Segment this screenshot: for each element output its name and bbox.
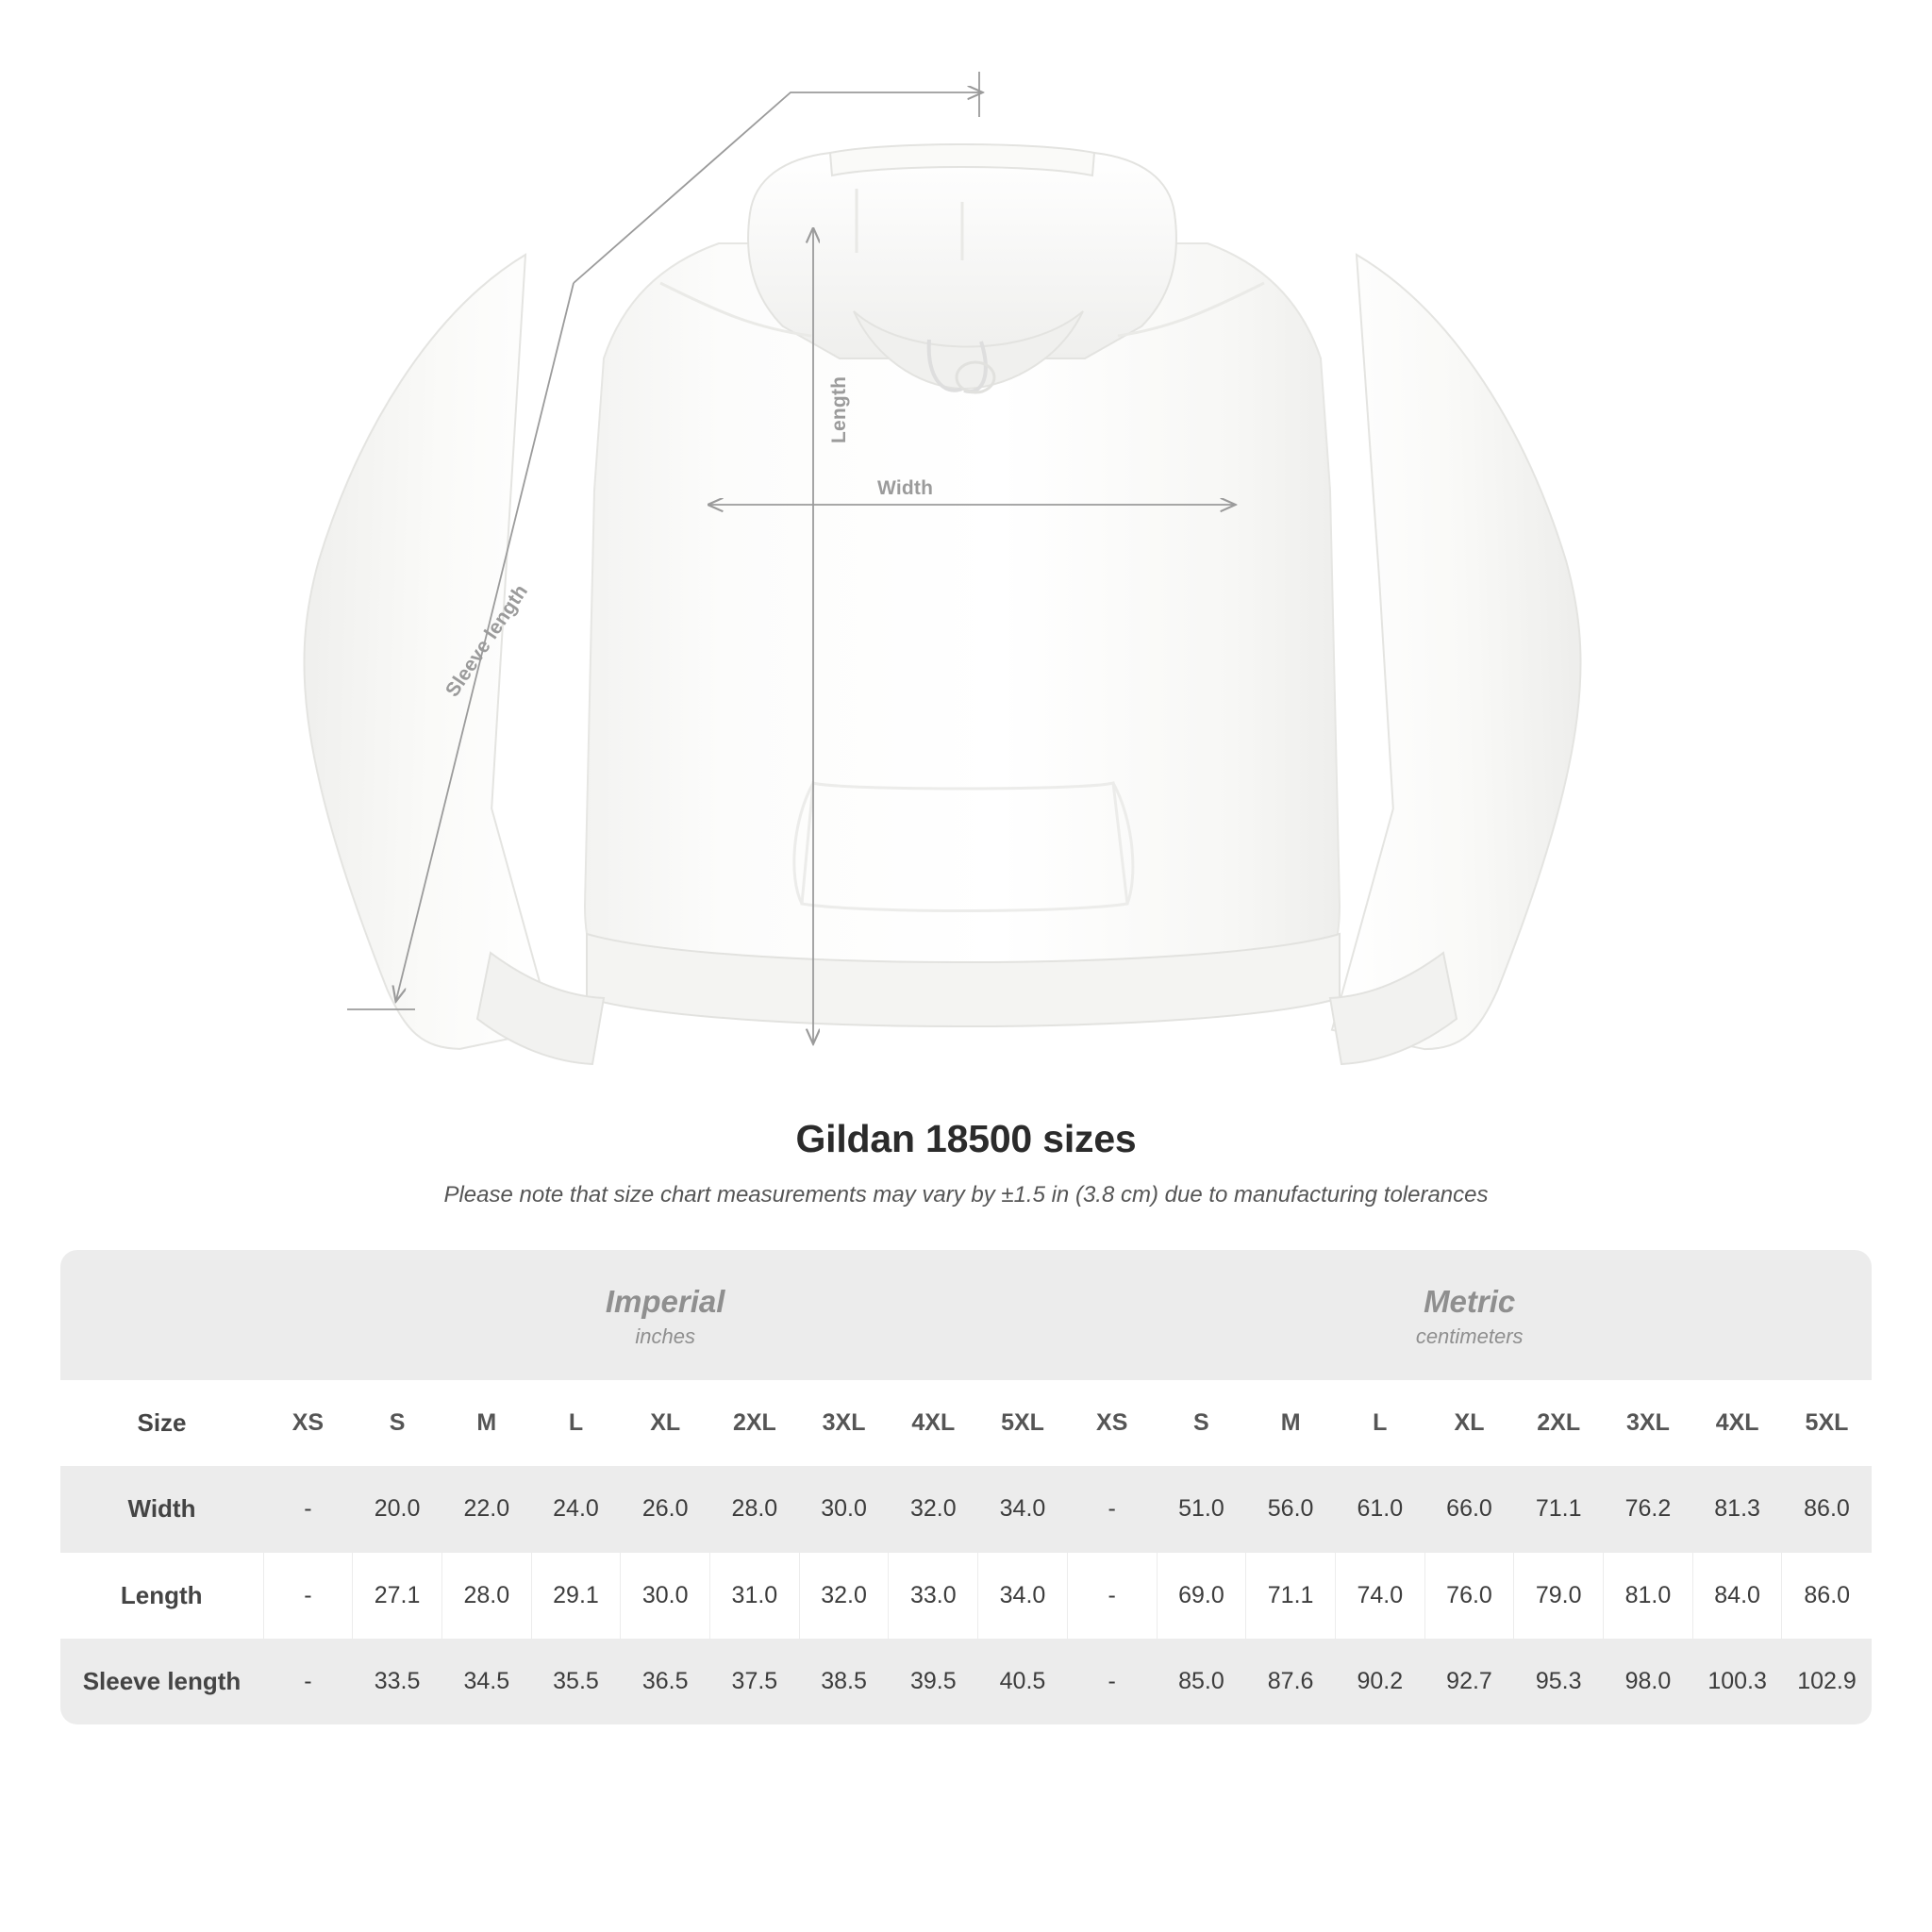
size-header-row [60, 1380, 1872, 1466]
unit-header-spacer [60, 1250, 263, 1380]
table-row [60, 1553, 1872, 1640]
unit-header-imperial [263, 1250, 1067, 1380]
cell-sleeve-imperial-2xl: 37.5 [710, 1639, 800, 1724]
cell-width-imperial-s: 20.0 [353, 1466, 442, 1553]
size-header-imperial-xs: XS [263, 1380, 353, 1466]
cell-length-imperial-l: 29.1 [531, 1553, 621, 1640]
size-header-imperial-5xl: 5XL [978, 1380, 1068, 1466]
cell-width-metric-4xl: 81.3 [1692, 1466, 1782, 1553]
cell-width-metric-2xl: 71.1 [1514, 1466, 1604, 1553]
size-header-imperial-l: L [531, 1380, 621, 1466]
size-table-container [60, 1250, 1872, 1724]
cell-sleeve-metric-xl: 92.7 [1424, 1639, 1514, 1724]
cell-width-metric-xl: 66.0 [1424, 1466, 1514, 1553]
cell-length-metric-xl: 76.0 [1424, 1553, 1514, 1640]
cell-length-metric-4xl: 84.0 [1692, 1553, 1782, 1640]
cell-length-imperial-xs: - [263, 1553, 353, 1640]
table-row [60, 1466, 1872, 1553]
cell-width-imperial-xl: 26.0 [621, 1466, 710, 1553]
size-header-label: Size [60, 1380, 263, 1466]
cell-length-imperial-s: 27.1 [353, 1553, 442, 1640]
cell-sleeve-imperial-xl: 36.5 [621, 1639, 710, 1724]
cell-sleeve-imperial-3xl: 38.5 [799, 1639, 889, 1724]
cell-sleeve-imperial-4xl: 39.5 [889, 1639, 978, 1724]
size-header-imperial-s: S [353, 1380, 442, 1466]
cell-sleeve-imperial-5xl: 40.5 [978, 1639, 1068, 1724]
cell-length-metric-l: 74.0 [1335, 1553, 1424, 1640]
unit-name-metric: Metric [1424, 1284, 1516, 1319]
cell-length-imperial-4xl: 33.0 [889, 1553, 978, 1640]
size-header-metric-xl: XL [1424, 1380, 1514, 1466]
cell-length-imperial-xl: 30.0 [621, 1553, 710, 1640]
cell-sleeve-imperial-l: 35.5 [531, 1639, 621, 1724]
size-header-metric-2xl: 2XL [1514, 1380, 1604, 1466]
size-header-metric-4xl: 4XL [1692, 1380, 1782, 1466]
tolerance-note: Please note that size chart measurements may vary by ±1.5 in (3.8 cm) due to manufacturing tolerances [443, 1182, 1489, 1208]
unit-sub-metric: centimeters [1415, 1324, 1524, 1349]
sleeve-length-dimension-label: Sleeve length [441, 580, 533, 701]
cell-width-metric-5xl: 86.0 [1782, 1466, 1872, 1553]
size-header-imperial-3xl: 3XL [799, 1380, 889, 1466]
size-header-metric-xs: XS [1067, 1380, 1157, 1466]
size-header-imperial-m: M [441, 1380, 531, 1466]
cell-length-metric-m: 71.1 [1246, 1553, 1336, 1640]
cell-length-metric-5xl: 86.0 [1782, 1553, 1872, 1640]
size-header-metric-l: L [1335, 1380, 1424, 1466]
width-dimension-label: Width [877, 477, 934, 499]
hoodie-graphic [262, 144, 1624, 1064]
cell-width-imperial-l: 24.0 [531, 1466, 621, 1553]
cell-sleeve-metric-xs: - [1067, 1639, 1157, 1724]
cell-sleeve-metric-4xl: 100.3 [1692, 1639, 1782, 1724]
cell-width-metric-m: 56.0 [1246, 1466, 1336, 1553]
row-label-length: Length [60, 1553, 263, 1640]
size-header-metric-s: S [1157, 1380, 1246, 1466]
size-table [60, 1250, 1872, 1724]
cell-sleeve-imperial-m: 34.5 [441, 1639, 531, 1724]
cell-width-imperial-2xl: 28.0 [710, 1466, 800, 1553]
cell-length-metric-s: 69.0 [1157, 1553, 1246, 1640]
unit-sub-imperial: inches [635, 1324, 695, 1349]
cell-sleeve-metric-5xl: 102.9 [1782, 1639, 1872, 1724]
cell-length-imperial-5xl: 34.0 [978, 1553, 1068, 1640]
cell-width-imperial-xs: - [263, 1466, 353, 1553]
cell-sleeve-metric-s: 85.0 [1157, 1639, 1246, 1724]
size-header-imperial-4xl: 4XL [889, 1380, 978, 1466]
cell-sleeve-metric-m: 87.6 [1246, 1639, 1336, 1724]
size-header-imperial-2xl: 2XL [710, 1380, 800, 1466]
cell-length-metric-2xl: 79.0 [1514, 1553, 1604, 1640]
cell-length-imperial-2xl: 31.0 [710, 1553, 800, 1640]
cell-width-imperial-4xl: 32.0 [889, 1466, 978, 1553]
cell-width-metric-xs: - [1067, 1466, 1157, 1553]
cell-sleeve-metric-l: 90.2 [1335, 1639, 1424, 1724]
page-title: Gildan 18500 sizes [795, 1117, 1137, 1160]
size-header-imperial-xl: XL [621, 1380, 710, 1466]
cell-width-imperial-m: 22.0 [441, 1466, 531, 1553]
cell-length-imperial-3xl: 32.0 [799, 1553, 889, 1640]
cell-length-metric-xs: - [1067, 1553, 1157, 1640]
length-dimension-label: Length [828, 375, 850, 443]
unit-name-imperial: Imperial [605, 1284, 725, 1319]
row-label-width: Width [60, 1466, 263, 1553]
unit-header-metric [1067, 1250, 1872, 1380]
cell-width-imperial-3xl: 30.0 [799, 1466, 889, 1553]
size-header-metric-5xl: 5XL [1782, 1380, 1872, 1466]
row-label-sleeve-length: Sleeve length [60, 1639, 263, 1724]
cell-sleeve-metric-3xl: 98.0 [1604, 1639, 1693, 1724]
title-block [0, 1117, 1932, 1208]
cell-sleeve-metric-2xl: 95.3 [1514, 1639, 1604, 1724]
cell-width-metric-s: 51.0 [1157, 1466, 1246, 1553]
cell-length-metric-3xl: 81.0 [1604, 1553, 1693, 1640]
cell-width-imperial-5xl: 34.0 [978, 1466, 1068, 1553]
unit-header-row [60, 1250, 1872, 1380]
cell-length-imperial-m: 28.0 [441, 1553, 531, 1640]
table-row [60, 1639, 1872, 1724]
cell-width-metric-l: 61.0 [1335, 1466, 1424, 1553]
cell-width-metric-3xl: 76.2 [1604, 1466, 1693, 1553]
size-header-metric-m: M [1246, 1380, 1336, 1466]
cell-sleeve-imperial-s: 33.5 [353, 1639, 442, 1724]
size-header-metric-3xl: 3XL [1604, 1380, 1693, 1466]
cell-sleeve-imperial-xs: - [263, 1639, 353, 1724]
